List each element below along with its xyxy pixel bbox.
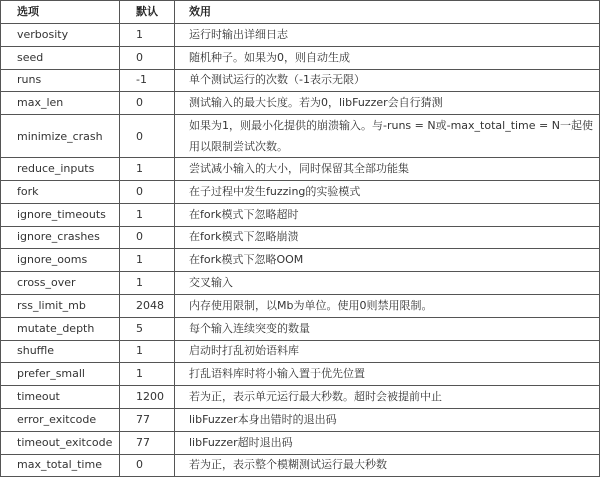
header-default: 默认 — [120, 1, 175, 24]
default-value: 1200 — [120, 386, 175, 409]
default-value: 0 — [120, 115, 175, 158]
option-name: reduce_inputs — [1, 158, 120, 181]
table-row — [1, 69, 600, 92]
effect-description: 单个测试运行的次数（-1表示无限） — [175, 69, 600, 92]
effect-description: libFuzzer超时退出码 — [175, 431, 600, 454]
default-value: 0 — [120, 226, 175, 249]
option-name: ignore_timeouts — [1, 203, 120, 226]
effect-description: 每个输入连续突变的数量 — [175, 317, 600, 340]
table-row — [1, 454, 600, 477]
option-name: prefer_small — [1, 363, 120, 386]
default-value: 77 — [120, 408, 175, 431]
effect-description: 若为正，表示单元运行最大秒数。超时会被提前中止 — [175, 386, 600, 409]
table-row — [1, 46, 600, 69]
default-value: 0 — [120, 46, 175, 69]
effect-description: 启动时打乱初始语料库 — [175, 340, 600, 363]
default-value: 0 — [120, 454, 175, 477]
effect-description: 在fork模式下忽略OOM — [175, 249, 600, 272]
option-name: shuffle — [1, 340, 120, 363]
effect-description: 打乱语料库时将小输入置于优先位置 — [175, 363, 600, 386]
effect-description: 运行时输出详细日志 — [175, 24, 600, 47]
table-row — [1, 180, 600, 203]
default-value: 0 — [120, 92, 175, 115]
table-row — [1, 431, 600, 454]
option-name: rss_limit_mb — [1, 294, 120, 317]
option-name: verbosity — [1, 24, 120, 47]
effect-description: 尝试减小输入的大小，同时保留其全部功能集 — [175, 158, 600, 181]
header-option: 选项 — [1, 1, 120, 24]
header-effect: 效用 — [175, 1, 600, 24]
table-header-row — [1, 1, 600, 24]
table-row — [1, 340, 600, 363]
default-value: 77 — [120, 431, 175, 454]
table-row — [1, 363, 600, 386]
table-row — [1, 158, 600, 181]
option-name: max_total_time — [1, 454, 120, 477]
default-value: 1 — [120, 158, 175, 181]
table-row — [1, 272, 600, 295]
option-name: max_len — [1, 92, 120, 115]
table-row — [1, 317, 600, 340]
default-value: 2048 — [120, 294, 175, 317]
effect-description: 在fork模式下忽略超时 — [175, 203, 600, 226]
effect-description: 交叉输入 — [175, 272, 600, 295]
option-name: timeout_exitcode — [1, 431, 120, 454]
default-value: 1 — [120, 340, 175, 363]
default-value: 1 — [120, 249, 175, 272]
table-row — [1, 249, 600, 272]
table-row — [1, 294, 600, 317]
effect-description: 如果为1，则最小化提供的崩溃输入。与-runs = N或-max_total_time = N一起使用以限制尝试次数。 — [175, 115, 600, 158]
effect-description: 内存使用限制，以Mb为单位。使用0则禁用限制。 — [175, 294, 600, 317]
default-value: 1 — [120, 363, 175, 386]
option-name: runs — [1, 69, 120, 92]
table-row — [1, 386, 600, 409]
table-row — [1, 226, 600, 249]
effect-description: 在fork模式下忽略崩溃 — [175, 226, 600, 249]
table-row — [1, 203, 600, 226]
effect-description: 随机种子。如果为0，则自动生成 — [175, 46, 600, 69]
option-name: cross_over — [1, 272, 120, 295]
option-name: ignore_crashes — [1, 226, 120, 249]
effect-description: 在子过程中发生fuzzing的实验模式 — [175, 180, 600, 203]
option-name: seed — [1, 46, 120, 69]
default-value: 0 — [120, 180, 175, 203]
default-value: 1 — [120, 24, 175, 47]
table-row — [1, 24, 600, 47]
default-value: 1 — [120, 272, 175, 295]
option-name: error_exitcode — [1, 408, 120, 431]
table-row — [1, 408, 600, 431]
table-row — [1, 92, 600, 115]
default-value: 1 — [120, 203, 175, 226]
effect-description: 测试输入的最大长度。若为0，libFuzzer会自行猜测 — [175, 92, 600, 115]
effect-description: libFuzzer本身出错时的退出码 — [175, 408, 600, 431]
table-row — [1, 115, 600, 158]
default-value: 5 — [120, 317, 175, 340]
option-name: timeout — [1, 386, 120, 409]
default-value: -1 — [120, 69, 175, 92]
effect-description: 若为正，表示整个模糊测试运行最大秒数 — [175, 454, 600, 477]
option-name: fork — [1, 180, 120, 203]
option-name: mutate_depth — [1, 317, 120, 340]
option-name: minimize_crash — [1, 115, 120, 158]
option-name: ignore_ooms — [1, 249, 120, 272]
